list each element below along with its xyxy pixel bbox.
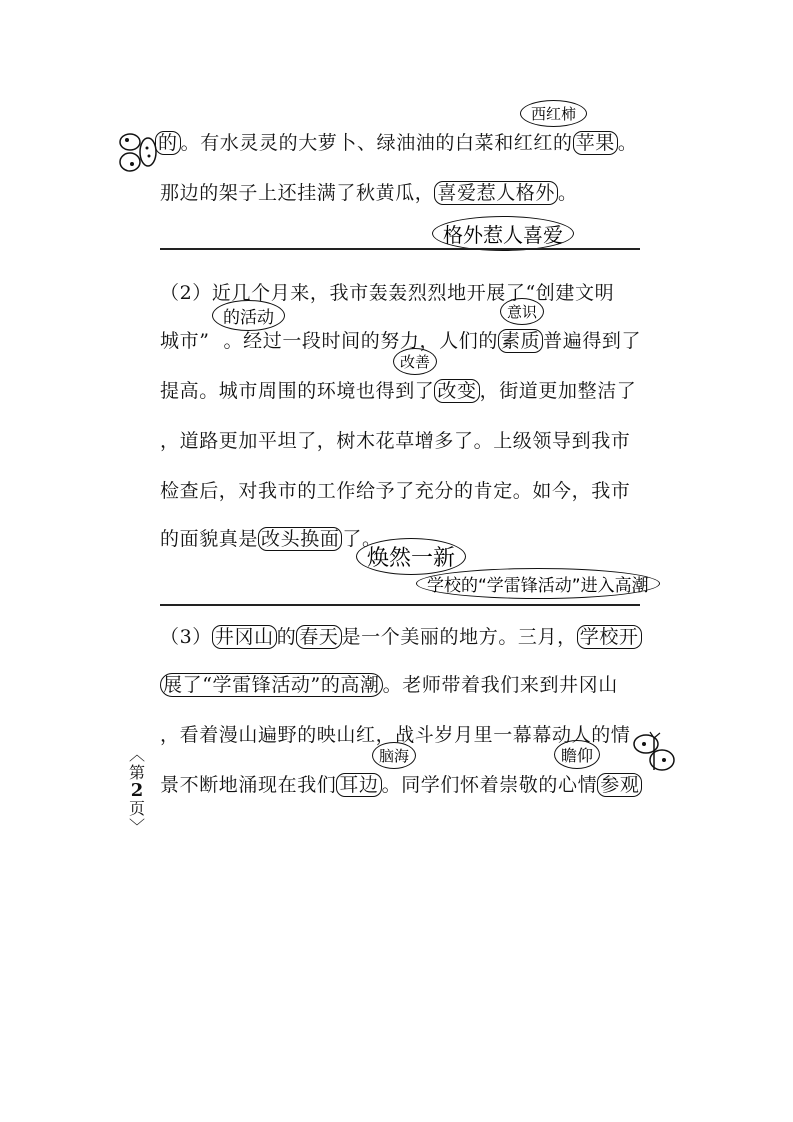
divider: [160, 248, 640, 250]
para1-line1: 的 。有水灵灵的大萝卜、绿油油的白菜和红红的 苹果 。: [155, 130, 637, 156]
page-number: ︿ 第 2 页 ﹀: [128, 745, 145, 836]
butterfly-icon: [118, 128, 160, 178]
boxed-word: 学校开: [577, 625, 642, 649]
boxed-word: 耳边: [336, 773, 381, 797]
para2-line4: ，道路更加平坦了，树木花草增多了。上级领导到我市: [160, 430, 631, 452]
boxed-word: 苹果: [573, 131, 618, 155]
para3-line4: 景不断地涌现在我们 耳边 。同学们怀着崇敬的心情 参观: [160, 772, 642, 798]
handwritten-note: 意识: [500, 298, 544, 325]
para2-line6: 的面貌真是 改头换面 了。: [160, 528, 382, 550]
handwritten-note: 的活动: [212, 300, 285, 331]
boxed-word: 井冈山: [212, 625, 277, 649]
boxed-word: 素质: [498, 329, 543, 353]
handwritten-note: 改善: [393, 348, 437, 375]
handwritten-note: 西红柿: [520, 100, 587, 127]
boxed-word: 改变: [434, 379, 479, 403]
handwritten-note: 格外惹人喜爱: [432, 216, 574, 251]
divider: [160, 604, 640, 606]
handwritten-note: 焕然一新: [356, 538, 466, 575]
boxed-word: 春天: [296, 625, 341, 649]
para2-line1: （2）近几个月来，我市轰轰烈烈地开展了“创建文明: [160, 282, 615, 304]
boxed-word: 改头换面: [258, 527, 342, 551]
para3-line2: 展了“学雷锋活动”的高潮 。老师带着我们来到井冈山: [160, 672, 618, 698]
boxed-word: 参观: [597, 773, 642, 797]
boxed-word: 的: [155, 131, 181, 155]
boxed-word: 展了“学雷锋活动”的高潮: [160, 673, 383, 697]
para1-line2: 那边的架子上还挂满了秋黄瓜， 喜爱惹人格外 。: [160, 182, 578, 204]
chevron-down-icon: ﹀: [128, 817, 145, 836]
chevron-up-icon: ︿: [128, 745, 145, 764]
para3-line3: ，看着漫山遍野的映山红，战斗岁月里一幕幕动人的情: [160, 724, 631, 746]
para2-line3: 提高。城市周围的环境也得到了 改变 ，街道更加整洁了: [160, 380, 637, 402]
butterfly-icon: [630, 730, 678, 778]
para3-line1: （3） 井冈山 的 春天 是一个美丽的地方。三月， 学校开: [160, 624, 642, 650]
handwritten-note: 学校的“学雷锋活动”进入高潮: [416, 568, 660, 599]
handwritten-note: 瞻仰: [554, 740, 600, 769]
para2-line2: 城市” 。经过一段时间的努力，人们的 素质 普遍得到了: [160, 330, 642, 352]
para2-line5: 检查后，对我市的工作给予了充分的肯定。如今，我市: [160, 480, 631, 502]
boxed-word: 喜爱惹人格外: [434, 181, 558, 205]
handwritten-note: 脑海: [372, 742, 416, 769]
